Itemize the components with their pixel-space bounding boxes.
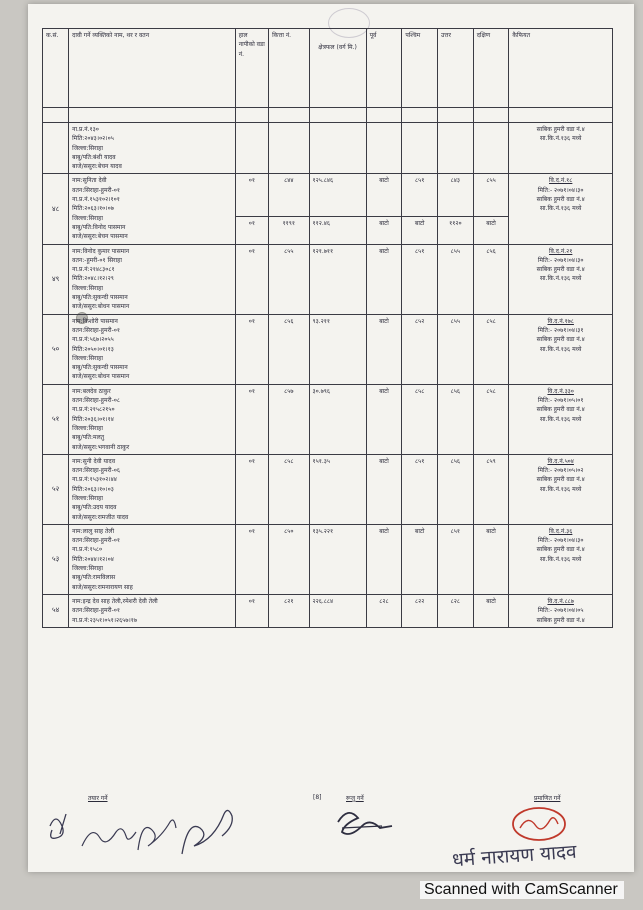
detail-line: बाजे/ससुरा:बेचन यादव [72,163,122,171]
detail-line: मिति:२०४४।१२।०४ [72,555,114,563]
cell-area: ०१ [235,524,268,594]
detail-line: वतन:सिराहा-हुमरी-०१ [72,607,120,615]
signature-checker [328,804,408,844]
claimant-details [69,244,236,314]
cell-north: ८४३ [438,174,474,217]
continuation-row [43,123,613,174]
remark-line: साबिक हुमरी वडा नं.४ [536,196,585,204]
detail-line: जिल्ला:सिराहा [72,424,103,432]
cell-north: ८५५ [438,244,474,314]
cell-east: बाटो [366,314,402,384]
claimant-details [69,174,236,244]
cell-south: ८५५ [473,174,509,217]
cell-south: ८५८ [473,314,509,384]
remark-line: वि.द.नं.३३० [547,387,574,395]
serial-number: ५२ [43,454,69,524]
detail-line: जिल्ला:सिराहा [72,494,103,502]
remark-line: मिति:- २०७१।०४।३१ [537,326,584,334]
cell-plot: ८५० [269,524,309,594]
cell-area: ०१ [235,217,268,244]
header-size: क्षेत्रफल (वर्ग मि.) [309,29,366,108]
serial-number: ५३ [43,524,69,594]
continuation-details [69,123,236,174]
remark-line: सा.कि.नं.१३६ मध्ये [539,135,582,143]
table-row [43,524,613,594]
cell-south: ८५६ [473,244,509,314]
detail-line: नाम:बलदेव ठाकुर [72,387,111,395]
table-row [43,244,613,314]
remarks-cell [509,454,613,524]
handwritten-name: धर्म नारायण यादव [451,840,578,872]
header-west: पश्चिम [402,29,438,108]
cell-plot: ८४४ [269,174,309,217]
serial-number: ५० [43,314,69,384]
cell-west: बाटो [402,217,438,244]
cell-size: १२५.८४६ [309,174,366,217]
remark-line: वि.द.नं.१७८ [547,317,574,325]
page-number: [8] [313,794,322,801]
cell-east: ८२८ [366,594,402,627]
header-east: पूर्व [366,29,402,108]
cell-size: १३५.२२१ [309,524,366,594]
cell-plot: ८२१ [269,594,309,627]
cell-west: ८५२ [402,314,438,384]
detail-line: मिति:२०३६।०१।१४ [72,415,114,423]
detail-line: बाबु/पति:सुकन्दी पासमान [72,364,128,372]
remark-line: साबिक हुमरी वडा नं.४ [536,126,585,133]
remark-line: मिति:- २०७१।०४।३० [537,256,584,264]
cell-size: ३०.७९६ [309,384,366,454]
serial-number: ५१ [43,384,69,454]
cell-north: ८२८ [438,594,474,627]
detail-line: वतन:सिराहा-हुमरी-०१ [72,326,120,334]
detail-line: बाबु/पति:सुकन्दी पासमान [72,294,128,302]
detail-line: बाजे/ससुरा:रामनारायण साह [72,583,133,591]
table-body [43,123,613,628]
watermark-text: Scanned with CamScanner [420,881,624,899]
detail-line: ना.प्र.नं:२१५८२१५० [72,406,115,414]
header-area: हाल नापीको वडा नं. [235,29,268,108]
cell-east: बाटो [366,174,402,217]
cell-south: ८५८ [473,384,509,454]
cell-area: ०१ [235,314,268,384]
claimant-details [69,524,236,594]
remark-line: सा.कि.नं.१३६ मध्ये [539,345,582,353]
remark-line: सा.कि.नं.१३६ मध्ये [539,415,582,423]
detail-line: बाबु/पति:बंशी यादव [72,153,116,161]
cell-plot: ८५८ [269,454,309,524]
detail-line: नाम:इन्द्र देव साह तेली,रमेशरी देवी तेली [72,597,158,605]
remark-line: वि.द.नं.८८७ [547,597,574,605]
cell-east: बाटो [366,384,402,454]
cell-size: ११२.४६ [309,217,366,244]
continuation-remarks [509,123,613,174]
detail-line: नाम:किशोरी पासमान [72,317,118,325]
detail-line: वतन:सिराहा-हुमरी-०१ [72,186,120,194]
checked-by-label: रूजु गर्ने [346,795,364,802]
header-sn: क.सं. [43,29,69,108]
header-south: दक्षिण [473,29,509,108]
claimant-details [69,314,236,384]
remark-line: सा.कि.नं.१३६ मध्ये [539,555,582,563]
cell-size: १२१.७११ [309,244,366,314]
detail-line: वतन:-हुमरी-०१ सिराहा [72,256,122,264]
detail-line: वतन:सिराहा-हुमरी-०६ [72,467,120,475]
remarks-cell [509,174,613,244]
cell-area: ०१ [235,244,268,314]
detail-line: जिल्ला:सिराहा [72,214,103,222]
detail-line: मिति:२०६३।१०।०३ [72,485,114,493]
detail-line: जिल्ला:सिराहा [72,565,103,573]
claimant-details [69,594,236,627]
cell-area: ०१ [235,174,268,217]
remark-line: वि.द.नं.५०४ [547,457,574,465]
remark-line: साबिक हुमरी वडा नं.४ [536,406,585,414]
serial-number: ४८ [43,174,69,244]
header-gap-row [43,108,613,123]
detail-line: बाबु/पति:रामविलास [72,574,116,582]
remarks-cell [509,384,613,454]
detail-line: मिति:२०५०।०१।१३ [72,345,114,353]
cell-east: बाटो [366,524,402,594]
cell-east: बाटो [366,244,402,314]
detail-line: ना.प्र.नं:१५८० [72,546,103,554]
cell-north: ८५१ [438,524,474,594]
detail-line: वतन:सिराहा-हुमरी-०१ [72,537,120,545]
cell-west: ८५१ [402,174,438,217]
cell-north: ८५६ [438,454,474,524]
detail-line: बाबु/पति:मलतु [72,434,105,442]
cell-west: ८५१ [402,244,438,314]
remark-line: सा.कि.नं.१३६ मध्ये [539,485,582,493]
serial-number: ५४ [43,594,69,627]
cell-plot: ८५७ [269,384,309,454]
prepared-by-label: तयार गर्ने [88,795,108,802]
detail-line: ना.प्र.नं.१५३१०२।१०१ [72,196,120,204]
remark-line: साबिक हुमरी वडा नं.४ [536,476,585,484]
cell-area: ०१ [235,454,268,524]
land-register-table [42,28,613,628]
signatures-left [42,804,262,864]
remarks-cell [509,524,613,594]
cell-area: ०१ [235,384,268,454]
cell-size: २२६.८८४ [309,594,366,627]
claimant-details [69,384,236,454]
header-north: उत्तर [438,29,474,108]
cell-south: ८५९ [473,454,509,524]
remarks-cell [509,244,613,314]
remarks-cell [509,314,613,384]
remark-line: मिति:- २०७१।०४।०५ [537,607,584,615]
table-row [43,594,613,627]
remark-line: मिति:- २०७१।०५।०२ [537,467,584,475]
cell-west: बाटो [402,524,438,594]
detail-line: जिल्ला:सिराहा [72,284,103,292]
remark-line: सा.कि.नं.१३६ मध्ये [539,205,582,213]
cell-west: ८५८ [402,384,438,454]
cell-east: बाटो [366,217,402,244]
table-row [43,314,613,384]
detail-line: मिति:२०६३।१०।०७ [72,205,114,213]
detail-line: बाजे/ससुरा:भगवानी ठाकुर [72,443,130,451]
claimant-details [69,454,236,524]
detail-line: बाबु/पति:विनोद पासमान [72,223,126,231]
header-name: दावी गर्ने व्यक्तिको नाम, थर र वतन [69,29,236,108]
detail-line: वतन:सिराहा-हुमरी-०८ [72,397,120,405]
cell-west: ८५१ [402,454,438,524]
remark-line: मिति:- २०७१।०५।०१ [537,397,584,405]
document-page [28,4,634,872]
remark-line: वि.द.नं.३६ [549,527,573,535]
remark-line: वि.द.नं.२१ [549,247,573,255]
header-plot: कित्ता नं. [269,29,309,108]
detail-line: ना.प्र.नं:२३५१।०५१।२६५७।१७ [72,616,138,624]
cell-plot: ८५५ [269,244,309,314]
detail-line: जिल्ला:सिराहा [72,144,103,152]
detail-line: नाम:सुनी देवी यादव [72,457,116,465]
cell-plot: ११९१ [269,217,309,244]
cell-north: ८५५ [438,314,474,384]
remark-line: मिति:- २०७१।०४।३० [537,186,584,194]
cell-east: बाटो [366,454,402,524]
remark-line: वि.द.नं.१८ [549,177,573,185]
detail-line: ना.प्र.नं:२१४८३०८१ [72,266,115,274]
table-row [43,174,613,217]
cell-west: ८२२ [402,594,438,627]
cell-south: बाटो [473,524,509,594]
detail-line: जिल्ला:सिराहा [72,354,103,362]
remark-line: सा.कि.नं.१३६ मध्ये [539,275,582,283]
header-remarks: कैफियत [509,29,613,108]
remark-line: मिति:- २०७१।०४।३० [537,537,584,545]
remark-line: साबिक हुमरी वडा नं.४ [536,266,585,274]
serial-number: ४९ [43,244,69,314]
cell-size: १५१.३५ [309,454,366,524]
detail-line: ना.प्र.नं:५६७।२०५५ [72,336,114,344]
remarks-cell [509,594,613,627]
cell-area: ०१ [235,594,268,627]
detail-line: बाजे/ससुरा:बोधन पासमान [72,373,130,381]
remark-line: साबिक हुमरी वडा नं.४ [536,546,585,554]
detail-line: नाम:लालु साह तेली [72,527,115,535]
remark-line: साबिक हुमरी वडा नं.४ [536,616,585,624]
detail-line: बाबु/पति:उदय यादव [72,504,117,512]
detail-line: बाजे/ससुरा:रामजीत यादव [72,513,129,521]
cell-south: बाटो [473,594,509,627]
detail-line: बाजे/ससुरा:बोधन पासमान [72,303,130,311]
cell-north: ८५६ [438,384,474,454]
approved-by-label: प्रमाणित गर्ने [534,795,561,802]
detail-line: नाम:सुनिता देवी [72,177,107,185]
table-row [43,384,613,454]
remark-line: साबिक हुमरी वडा नं.४ [536,336,585,344]
cell-north: ११२० [438,217,474,244]
detail-line: बाजे/ससुरा:बेचन पासमान [72,233,128,241]
cell-size: ९३.२११ [309,314,366,384]
detail-line: मिति:२०४३।०२।०५ [72,135,114,143]
cell-plot: ८५६ [269,314,309,384]
detail-line: ना.प्र.नं:१५३१०२।४४ [72,476,117,484]
detail-line: मिति:२०४८।१२।२९ [72,275,114,283]
detail-line: नाम:विनोद कुमार पासमान [72,247,130,255]
table-row [43,454,613,524]
detail-line: ना.प्र.नं.१३० [72,126,99,133]
cell-south: बाटो [473,217,509,244]
table-header-row [43,29,613,108]
